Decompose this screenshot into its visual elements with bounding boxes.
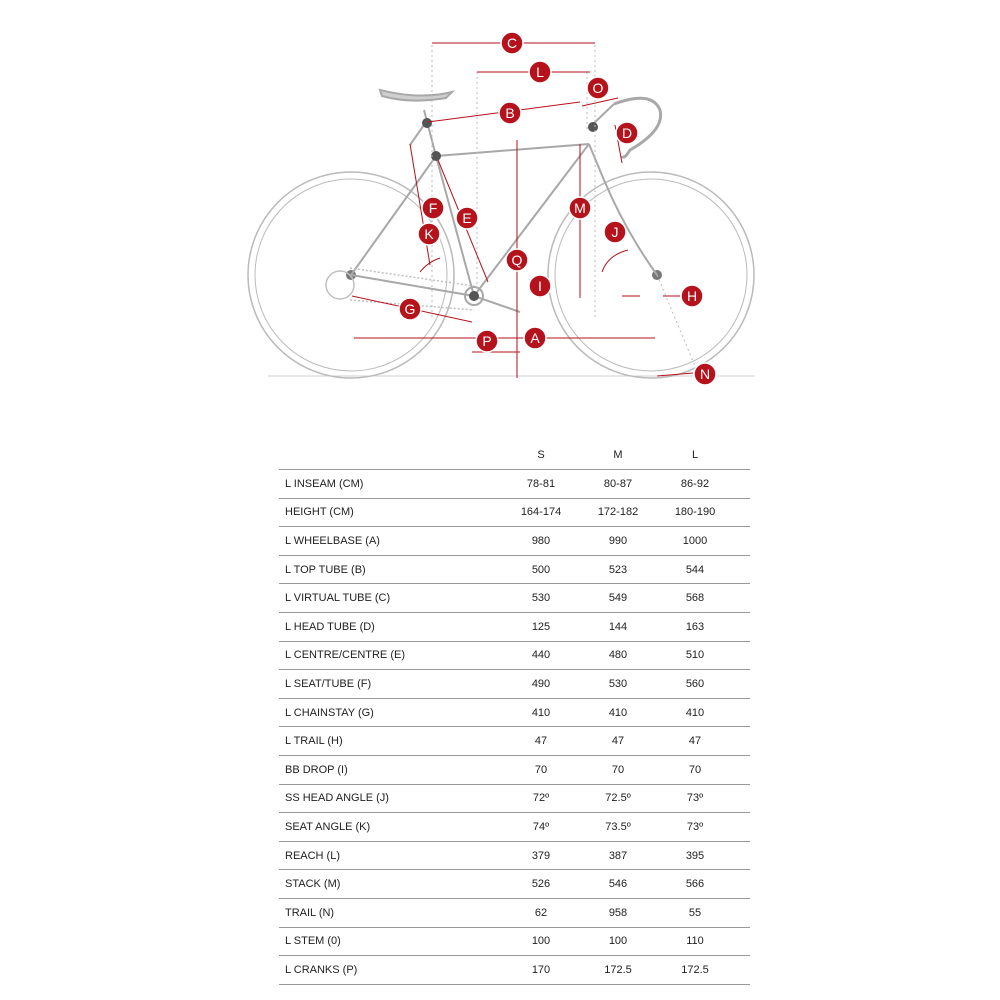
svg-text:M: M <box>574 200 586 216</box>
cell-s: 980 <box>531 534 551 547</box>
cell-l: 70 <box>688 763 702 776</box>
cell-m: 480 <box>608 649 628 662</box>
svg-text:O: O <box>592 80 604 96</box>
svg-text:P: P <box>482 333 492 349</box>
cell-s: 72º <box>532 792 550 805</box>
table-body <box>279 470 750 985</box>
row-label: BB DROP (I) <box>285 763 348 776</box>
cell-s: 440 <box>531 649 551 662</box>
row-label: L SEAT/TUBE (F) <box>285 677 372 690</box>
table-row <box>279 470 750 499</box>
cell-m: 144 <box>608 620 628 633</box>
row-label: L VIRTUAL TUBE (C) <box>285 592 391 605</box>
table-header-row <box>279 441 750 470</box>
svg-text:L: L <box>536 64 544 80</box>
badge-j <box>604 221 626 243</box>
cell-m: 387 <box>608 849 628 862</box>
cell-m: 73.5º <box>605 820 631 833</box>
cell-l: 410 <box>685 706 705 719</box>
cell-l: 544 <box>685 563 705 576</box>
table-row <box>279 556 750 585</box>
svg-text:G: G <box>404 301 416 317</box>
row-label: L STEM (0) <box>285 935 341 948</box>
cell-m: 410 <box>608 706 628 719</box>
row-label: STACK (M) <box>285 878 341 891</box>
dimension-lines <box>352 43 693 378</box>
row-label: L TOP TUBE (B) <box>285 563 366 576</box>
cell-l: 510 <box>685 649 705 662</box>
cell-m: 549 <box>608 592 628 605</box>
column-header-s: S <box>537 449 545 461</box>
svg-text:E: E <box>462 210 472 226</box>
cell-m: 80-87 <box>603 477 633 490</box>
cell-l: 172.5 <box>681 963 709 976</box>
badge-p <box>476 330 498 352</box>
dimension-badges <box>399 32 716 385</box>
row-label: L INSEAM (CM) <box>285 477 364 490</box>
cell-s: 74º <box>532 820 550 833</box>
cell-s: 47 <box>534 735 548 748</box>
cell-m: 958 <box>608 906 628 919</box>
cell-s: 170 <box>531 963 551 976</box>
badge-b <box>499 102 521 124</box>
table-row <box>279 785 750 814</box>
cell-s: 490 <box>531 677 551 690</box>
badge-m <box>569 197 591 219</box>
svg-text:I: I <box>538 278 542 294</box>
cell-l: 73º <box>686 820 704 833</box>
table-row <box>279 727 750 756</box>
column-header-m: M <box>613 449 623 461</box>
cell-m: 172-182 <box>597 506 639 519</box>
cell-m: 990 <box>608 534 628 547</box>
svg-text:C: C <box>506 35 518 51</box>
table-row <box>279 613 750 642</box>
row-label: REACH (L) <box>285 849 341 862</box>
cell-s: 530 <box>531 592 551 605</box>
table-row <box>279 642 750 671</box>
cell-s: 70 <box>534 763 548 776</box>
cell-l: 86-92 <box>680 477 710 490</box>
table-row <box>279 527 750 556</box>
cell-m: 70 <box>611 763 625 776</box>
geometry-table <box>279 441 750 985</box>
row-label: SEAT ANGLE (K) <box>285 820 371 833</box>
cell-l: 568 <box>685 592 705 605</box>
table-row <box>279 842 750 871</box>
badge-e <box>456 207 478 229</box>
badge-d <box>616 122 638 144</box>
table-row <box>279 756 750 785</box>
badge-g <box>399 298 421 320</box>
table-row <box>279 584 750 613</box>
cell-s: 125 <box>531 620 551 633</box>
badge-l <box>529 61 551 83</box>
svg-text:F: F <box>428 200 438 216</box>
row-label: TRAIL (N) <box>285 906 335 919</box>
cell-m: 523 <box>608 563 628 576</box>
badge-c <box>501 32 523 54</box>
badge-a <box>524 327 546 349</box>
badge-h <box>681 285 703 307</box>
svg-text:B: B <box>505 105 515 121</box>
row-label: L TRAIL (H) <box>285 735 343 748</box>
table-row <box>279 499 750 528</box>
svg-text:D: D <box>621 125 633 141</box>
row-label: L CENTRE/CENTRE (E) <box>285 649 405 662</box>
table-row <box>279 870 750 899</box>
cell-l: 110 <box>686 935 704 948</box>
bike-geometry-diagram <box>0 0 1000 400</box>
badge-n <box>694 363 716 385</box>
cell-l: 47 <box>688 735 702 748</box>
svg-text:N: N <box>699 366 711 382</box>
cell-l: 560 <box>685 677 705 690</box>
row-label: SS HEAD ANGLE (J) <box>285 792 389 805</box>
row-label: L CRANKS (P) <box>285 963 358 976</box>
badge-f <box>422 197 444 219</box>
cell-m: 172.5 <box>604 963 632 976</box>
cell-m: 72.5º <box>605 792 631 805</box>
row-label: L CHAINSTAY (G) <box>285 706 374 719</box>
cell-l: 566 <box>685 878 705 891</box>
cell-s: 526 <box>531 878 551 891</box>
cell-l: 73º <box>686 792 704 805</box>
cell-s: 379 <box>531 849 551 862</box>
table-row <box>279 813 750 842</box>
cell-s: 500 <box>531 563 551 576</box>
cell-l: 395 <box>685 849 705 862</box>
cell-s: 100 <box>531 935 551 948</box>
cell-l: 55 <box>688 906 702 919</box>
cell-m: 530 <box>608 677 628 690</box>
badge-o <box>587 77 609 99</box>
row-label: L WHEELBASE (A) <box>285 534 380 547</box>
cell-s: 410 <box>531 706 551 719</box>
cell-m: 47 <box>611 735 625 748</box>
badge-i <box>529 275 551 297</box>
cell-m: 546 <box>608 878 628 891</box>
cell-l: 163 <box>685 620 705 633</box>
cell-s: 164-174 <box>520 506 562 519</box>
cell-l: 180-190 <box>674 506 716 519</box>
table-row <box>279 670 750 699</box>
cell-l: 1000 <box>682 534 708 547</box>
table-row <box>279 956 750 985</box>
table-row <box>279 928 750 957</box>
table-row <box>279 899 750 928</box>
row-label: HEIGHT (CM) <box>285 506 354 519</box>
row-label: L HEAD TUBE (D) <box>285 620 375 633</box>
cell-s: 78-81 <box>526 477 556 490</box>
badge-k <box>418 223 440 245</box>
cell-s: 62 <box>534 906 548 919</box>
cell-m: 100 <box>608 935 628 948</box>
svg-text:A: A <box>530 330 540 346</box>
svg-text:K: K <box>424 226 434 242</box>
badge-q <box>506 249 528 271</box>
column-header-l: L <box>691 449 699 461</box>
svg-text:J: J <box>611 224 619 240</box>
table-row <box>279 699 750 728</box>
svg-text:H: H <box>686 288 698 304</box>
svg-text:Q: Q <box>511 252 523 268</box>
